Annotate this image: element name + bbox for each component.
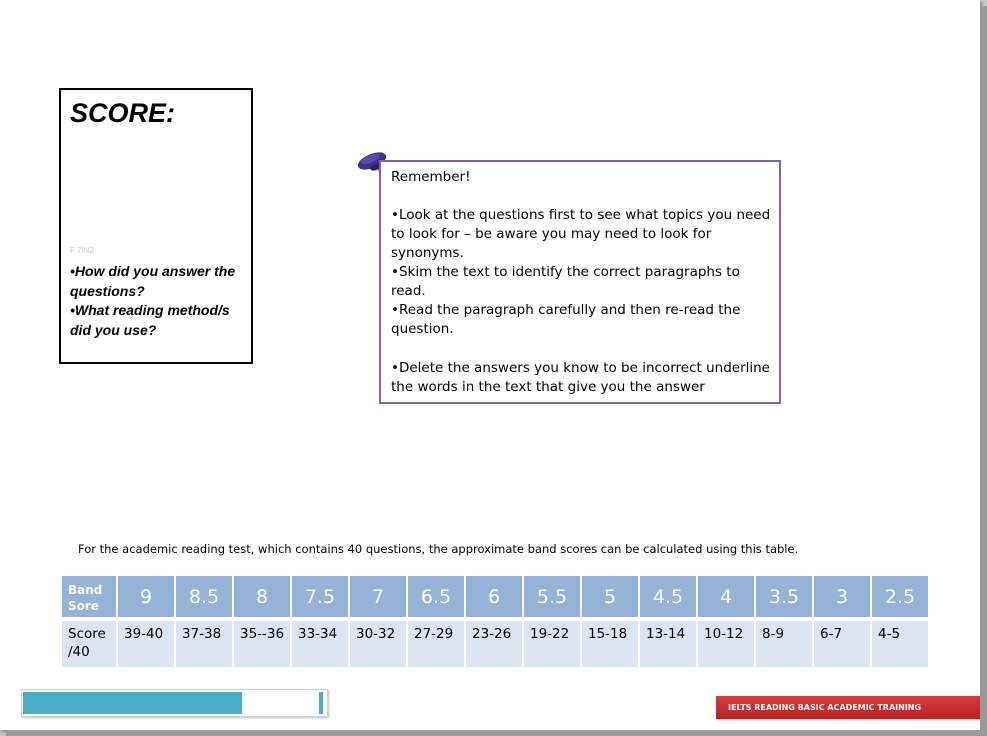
- band-value: 8: [234, 576, 290, 617]
- band-value: 7.5: [292, 576, 348, 617]
- score-range: 27-29: [408, 621, 464, 667]
- band-value: 5.5: [524, 576, 580, 617]
- remember-box: [379, 160, 781, 404]
- remember-tip: •Skim the text to identify the correct paragraphs to read.: [391, 264, 740, 299]
- score-range: 33-34: [292, 621, 348, 667]
- score-range: 4-5: [872, 621, 928, 667]
- score-question: •How did you answer the questions?: [70, 263, 236, 299]
- score-box: [59, 88, 253, 364]
- score-range: 35--36: [234, 621, 290, 667]
- band-value: 3: [814, 576, 870, 617]
- band-value: 4.5: [640, 576, 696, 617]
- remember-tip: •Look at the questions first to see what topics you need to look for – be aware you may need to look for synonyms.: [391, 207, 771, 261]
- progress-fill: [23, 692, 242, 714]
- band-value: 4: [698, 576, 754, 617]
- footer-banner: IELTS READING BASIC ACADEMIC TRAINING: [716, 696, 980, 719]
- band-value: 6: [466, 576, 522, 617]
- score-range: 23-26: [466, 621, 522, 667]
- band-value: 9: [118, 576, 174, 617]
- score-range: 8-9: [756, 621, 812, 667]
- score-title: SCORE:: [70, 98, 176, 128]
- score-range: 19-22: [524, 621, 580, 667]
- slide-progress-bar[interactable]: [21, 689, 328, 717]
- page-shadow-bottom: [6, 730, 987, 736]
- score-range: 13-14: [640, 621, 696, 667]
- progress-end-marker: [319, 692, 323, 714]
- band-value: 2.5: [872, 576, 928, 617]
- score-range: 39-40: [118, 621, 174, 667]
- band-header-label: Band Sore: [62, 576, 116, 617]
- remember-tip: •Delete the answers you know to be incorrect underline the words in the text that give you the answer: [391, 360, 770, 395]
- band-score-table: [62, 576, 928, 667]
- band-value: 7: [350, 576, 406, 617]
- score-question: •What reading method/s did you use?: [70, 302, 230, 338]
- score-range: 15-18: [582, 621, 638, 667]
- band-value: 5: [582, 576, 638, 617]
- score-row-label: Score /40: [62, 621, 116, 667]
- band-value: 3.5: [756, 576, 812, 617]
- score-range: 6-7: [814, 621, 870, 667]
- band-value: 8.5: [176, 576, 232, 617]
- remember-title: Remember!: [391, 169, 471, 185]
- score-range: 30-32: [350, 621, 406, 667]
- score-range: 37-38: [176, 621, 232, 667]
- score-range: 10-12: [698, 621, 754, 667]
- page-shadow-right: [980, 6, 987, 736]
- band-value: 6.5: [408, 576, 464, 617]
- score-questions: [70, 262, 250, 340]
- score-faint-text: F 7IN2: [70, 246, 95, 255]
- band-table-caption: For the academic reading test, which contains 40 questions, the approximate band scores can be calculated using this table.: [78, 542, 799, 556]
- remember-tip: •Read the paragraph carefully and then re-read the question.: [391, 302, 741, 337]
